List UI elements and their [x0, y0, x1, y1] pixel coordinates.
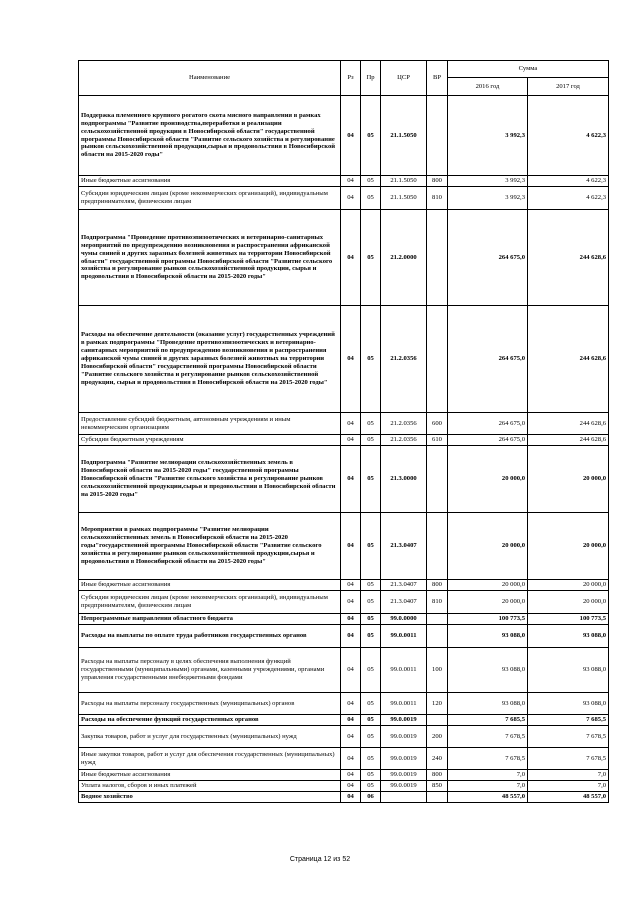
row-name-cell: Иные закупки товаров, работ и услуг для обеспечения государственных (муниципальных) нужд — [79, 748, 341, 770]
row-rz-cell: 04 — [341, 648, 361, 693]
row-2017-cell: 7,0 — [528, 770, 609, 781]
row-vr-cell — [427, 446, 448, 513]
row-2016-cell: 3 992,3 — [448, 176, 528, 187]
row-2016-cell: 264 675,0 — [448, 306, 528, 413]
row-csr-cell: 21.1.5050 — [381, 96, 427, 176]
row-2017-cell: 93 088,0 — [528, 625, 609, 648]
row-rz-cell: 04 — [341, 176, 361, 187]
row-vr-cell: 200 — [427, 726, 448, 748]
table-row — [79, 413, 609, 435]
row-2016-cell: 20 000,0 — [448, 591, 528, 614]
row-pr-cell: 05 — [361, 435, 381, 446]
row-rz-cell: 04 — [341, 591, 361, 614]
row-vr-cell — [427, 625, 448, 648]
row-csr-cell: 21.1.5050 — [381, 187, 427, 210]
row-2017-cell: 244 628,6 — [528, 413, 609, 435]
table-row — [79, 435, 609, 446]
row-pr-cell: 05 — [361, 715, 381, 726]
row-rz-cell: 04 — [341, 513, 361, 580]
row-rz-cell: 04 — [341, 614, 361, 625]
row-pr-cell: 05 — [361, 187, 381, 210]
row-vr-cell: 100 — [427, 648, 448, 693]
budget-table — [78, 60, 609, 803]
table-row — [79, 591, 609, 614]
row-2017-cell: 244 628,6 — [528, 306, 609, 413]
row-csr-cell: 99.0.0011 — [381, 648, 427, 693]
table-row — [79, 513, 609, 580]
row-name-cell: Расходы на обеспечение деятельности (оказание услуг) государственных учреждений в рамках подпрограммы "Проведение противоэпизоотических и ветеринарно-санитарных мероприятий по предупреждению возникновения и распространения африканской чумы свиней и других заразных болезней животных на территории Новосибирской области" государственной программы Новосибирской области "Развитие сельского хозяйства и регулирование рынков сельскохозяйственной продукции, сырья и продовольствия в Новосибирской области на 2015-2020 годы" — [79, 306, 341, 413]
row-2017-cell: 48 557,0 — [528, 792, 609, 803]
header-rz: Рз — [341, 61, 361, 96]
row-2017-cell: 244 628,6 — [528, 210, 609, 306]
row-pr-cell: 06 — [361, 792, 381, 803]
row-csr-cell: 21.1.5050 — [381, 176, 427, 187]
row-csr-cell: 21.2.0356 — [381, 435, 427, 446]
row-2016-cell: 7 678,5 — [448, 748, 528, 770]
table-row — [79, 187, 609, 210]
row-2016-cell: 93 088,0 — [448, 625, 528, 648]
table-row — [79, 726, 609, 748]
row-name-cell: Уплата налогов, сборов и иных платежей — [79, 781, 341, 792]
row-2016-cell: 264 675,0 — [448, 210, 528, 306]
row-name-cell: Мероприятия в рамках подпрограммы "Развитие мелиорации сельскохозяйственных земель в Новосибирской области на 2015-2020 годы"государственной программы Новосибирской области "Развитие сельского хозяйства и регулирование рынков сельскохозяйственной продукции,сырья и продовольствия в Новосибирской области на 2015-2020 годы" — [79, 513, 341, 580]
row-2016-cell: 3 992,3 — [448, 96, 528, 176]
row-rz-cell: 04 — [341, 435, 361, 446]
table-row — [79, 748, 609, 770]
row-2017-cell: 7 685,5 — [528, 715, 609, 726]
row-2017-cell: 4 622,3 — [528, 176, 609, 187]
row-name-cell: Расходы на обеспечение функций государственных органов — [79, 715, 341, 726]
row-name-cell: Субсидии юридическим лицам (кроме некоммерческих организаций), индивидуальным предпринимателям, физическим лицам — [79, 591, 341, 614]
row-rz-cell: 04 — [341, 580, 361, 591]
table-row — [79, 781, 609, 792]
row-vr-cell: 240 — [427, 748, 448, 770]
row-name-cell: Водное хозяйство — [79, 792, 341, 803]
table-row — [79, 770, 609, 781]
row-csr-cell — [381, 792, 427, 803]
row-2016-cell: 48 557,0 — [448, 792, 528, 803]
row-vr-cell — [427, 96, 448, 176]
table-row — [79, 693, 609, 715]
row-2017-cell: 7,0 — [528, 781, 609, 792]
row-2016-cell: 7,0 — [448, 770, 528, 781]
row-csr-cell: 21.3.0407 — [381, 580, 427, 591]
row-2017-cell: 20 000,0 — [528, 591, 609, 614]
row-csr-cell: 21.3.0407 — [381, 513, 427, 580]
row-name-cell: Субсидии юридическим лицам (кроме некоммерческих организаций), индивидуальным предпринимателям, физическим лицам — [79, 187, 341, 210]
row-name-cell: Закупка товаров, работ и услуг для государственных (муниципальных) нужд — [79, 726, 341, 748]
row-rz-cell: 04 — [341, 446, 361, 513]
row-pr-cell: 05 — [361, 748, 381, 770]
row-name-cell: Иные бюджетные ассигнования — [79, 176, 341, 187]
row-rz-cell: 04 — [341, 781, 361, 792]
row-pr-cell: 05 — [361, 591, 381, 614]
row-rz-cell: 04 — [341, 306, 361, 413]
row-name-cell: Подпрограмма "Проведение противоэпизоотических и ветеринарно-санитарных мероприятий по предупреждению возникновения и распространения африканской чумы свиней и других заразных болезней животных на территории Новосибирской области" государственной программы Новосибирской области "Развитие сельского хозяйства и регулирование рынков сельскохозяйственной продукции, сырья и продовольствия в Новосибирской области на 2015-2020 годы" — [79, 210, 341, 306]
row-name-cell: Расходы на выплаты персоналу в целях обеспечения выполнения функций государственными (муниципальными) органами, казенными учреждениями, органами управления государственными внебюджетными фондами — [79, 648, 341, 693]
row-csr-cell: 21.3.0407 — [381, 591, 427, 614]
row-name-cell: Непрограммные направления областного бюджета — [79, 614, 341, 625]
table-row — [79, 306, 609, 413]
row-2017-cell: 7 678,5 — [528, 726, 609, 748]
row-rz-cell: 04 — [341, 413, 361, 435]
table-row — [79, 96, 609, 176]
row-vr-cell — [427, 306, 448, 413]
header-name: Наименование — [79, 61, 341, 96]
row-csr-cell: 99.0.0011 — [381, 693, 427, 715]
row-vr-cell: 120 — [427, 693, 448, 715]
row-vr-cell: 850 — [427, 781, 448, 792]
row-csr-cell: 21.2.0000 — [381, 210, 427, 306]
row-csr-cell: 21.2.0356 — [381, 413, 427, 435]
row-vr-cell — [427, 614, 448, 625]
row-name-cell: Иные бюджетные ассигнования — [79, 580, 341, 591]
row-vr-cell — [427, 792, 448, 803]
row-2017-cell: 93 088,0 — [528, 693, 609, 715]
table-row — [79, 648, 609, 693]
row-csr-cell: 99.0.0019 — [381, 726, 427, 748]
row-name-cell: Поддержка племенного крупного рогатого скота мясного направления в рамках подпрограммы "Развитие производства,переработки и реализации сельскохозяйственной продукции в Новосибирской области" государственной программы Новосибирской области "Развитие сельского хозяйства и регулирование рынков сельскохозяйственной продукции,сырья и продовольствия в Новосибирской области на 2015-2020 годы" — [79, 96, 341, 176]
table-body — [79, 96, 609, 803]
row-vr-cell — [427, 715, 448, 726]
table-row — [79, 580, 609, 591]
row-csr-cell: 99.0.0011 — [381, 625, 427, 648]
row-pr-cell: 05 — [361, 413, 381, 435]
row-rz-cell: 04 — [341, 792, 361, 803]
row-2016-cell: 20 000,0 — [448, 513, 528, 580]
row-2016-cell: 20 000,0 — [448, 580, 528, 591]
row-2016-cell: 100 773,5 — [448, 614, 528, 625]
header-vr: ВР — [427, 61, 448, 96]
row-pr-cell: 05 — [361, 648, 381, 693]
row-pr-cell: 05 — [361, 625, 381, 648]
table-row — [79, 614, 609, 625]
row-pr-cell: 05 — [361, 176, 381, 187]
row-2016-cell: 7 685,5 — [448, 715, 528, 726]
row-name-cell: Расходы на выплаты персоналу государственных (муниципальных) органов — [79, 693, 341, 715]
table-row — [79, 625, 609, 648]
row-pr-cell: 05 — [361, 781, 381, 792]
row-csr-cell: 99.0.0000 — [381, 614, 427, 625]
row-name-cell: Предоставление субсидий бюджетным, автономным учреждениям и иным некоммерческим организациям — [79, 413, 341, 435]
row-csr-cell: 21.2.0356 — [381, 306, 427, 413]
row-rz-cell: 04 — [341, 770, 361, 781]
row-csr-cell: 99.0.0019 — [381, 715, 427, 726]
table-row — [79, 210, 609, 306]
row-pr-cell: 05 — [361, 693, 381, 715]
row-rz-cell: 04 — [341, 726, 361, 748]
row-rz-cell: 04 — [341, 693, 361, 715]
row-2017-cell: 244 628,6 — [528, 435, 609, 446]
row-rz-cell: 04 — [341, 715, 361, 726]
row-pr-cell: 05 — [361, 726, 381, 748]
row-rz-cell: 04 — [341, 748, 361, 770]
row-rz-cell: 04 — [341, 625, 361, 648]
row-vr-cell: 800 — [427, 770, 448, 781]
row-csr-cell: 99.0.0019 — [381, 748, 427, 770]
header-pr: Пр — [361, 61, 381, 96]
row-vr-cell: 610 — [427, 435, 448, 446]
row-vr-cell: 800 — [427, 580, 448, 591]
row-2016-cell: 20 000,0 — [448, 446, 528, 513]
row-2017-cell: 20 000,0 — [528, 580, 609, 591]
row-name-cell: Субсидии бюджетным учреждениям — [79, 435, 341, 446]
row-vr-cell: 600 — [427, 413, 448, 435]
row-csr-cell: 99.0.0019 — [381, 770, 427, 781]
table-row — [79, 176, 609, 187]
row-2017-cell: 4 622,3 — [528, 187, 609, 210]
row-vr-cell: 810 — [427, 591, 448, 614]
table-row — [79, 446, 609, 513]
row-2016-cell: 93 088,0 — [448, 693, 528, 715]
row-pr-cell: 05 — [361, 306, 381, 413]
row-rz-cell: 04 — [341, 96, 361, 176]
row-2017-cell: 7 678,5 — [528, 748, 609, 770]
row-vr-cell: 800 — [427, 176, 448, 187]
row-2016-cell: 264 675,0 — [448, 413, 528, 435]
row-csr-cell: 21.3.0000 — [381, 446, 427, 513]
row-2017-cell: 4 622,3 — [528, 96, 609, 176]
row-2016-cell: 93 088,0 — [448, 648, 528, 693]
row-pr-cell: 05 — [361, 770, 381, 781]
row-rz-cell: 04 — [341, 187, 361, 210]
row-vr-cell: 810 — [427, 187, 448, 210]
row-name-cell: Расходы на выплаты по оплате труда работников государственных органов — [79, 625, 341, 648]
row-2017-cell: 20 000,0 — [528, 513, 609, 580]
row-2017-cell: 100 773,5 — [528, 614, 609, 625]
row-pr-cell: 05 — [361, 446, 381, 513]
row-csr-cell: 99.0.0019 — [381, 781, 427, 792]
row-pr-cell: 05 — [361, 513, 381, 580]
row-2016-cell: 264 675,0 — [448, 435, 528, 446]
row-vr-cell — [427, 513, 448, 580]
row-2016-cell: 7 678,5 — [448, 726, 528, 748]
header-sum: Сумма — [448, 61, 609, 78]
row-2016-cell: 3 992,3 — [448, 187, 528, 210]
header-csr: ЦСР — [381, 61, 427, 96]
page-footer: Страница 12 из 52 — [289, 856, 351, 863]
budget-table-sheet — [78, 60, 608, 803]
table-row — [79, 715, 609, 726]
row-pr-cell: 05 — [361, 96, 381, 176]
row-pr-cell: 05 — [361, 580, 381, 591]
row-2016-cell: 7,0 — [448, 781, 528, 792]
row-name-cell: Иные бюджетные ассигнования — [79, 770, 341, 781]
row-pr-cell: 05 — [361, 614, 381, 625]
row-vr-cell — [427, 210, 448, 306]
header-year-2016: 2016 год — [448, 78, 528, 96]
row-pr-cell: 05 — [361, 210, 381, 306]
row-rz-cell: 04 — [341, 210, 361, 306]
table-row — [79, 792, 609, 803]
row-2017-cell: 20 000,0 — [528, 446, 609, 513]
row-name-cell: Подпрограмма "Развитие мелиорации сельскохозяйственных земель в Новосибирской области на 2015-2020 годы" государственной программы Новосибирской области "Развитие сельского хозяйства и регулирование рынков сельскохозяйственной продукции,сырья и продовольствия в Новосибирской области на 2015-2020 годы" — [79, 446, 341, 513]
header-year-2017: 2017 год — [528, 78, 609, 96]
row-2017-cell: 93 088,0 — [528, 648, 609, 693]
